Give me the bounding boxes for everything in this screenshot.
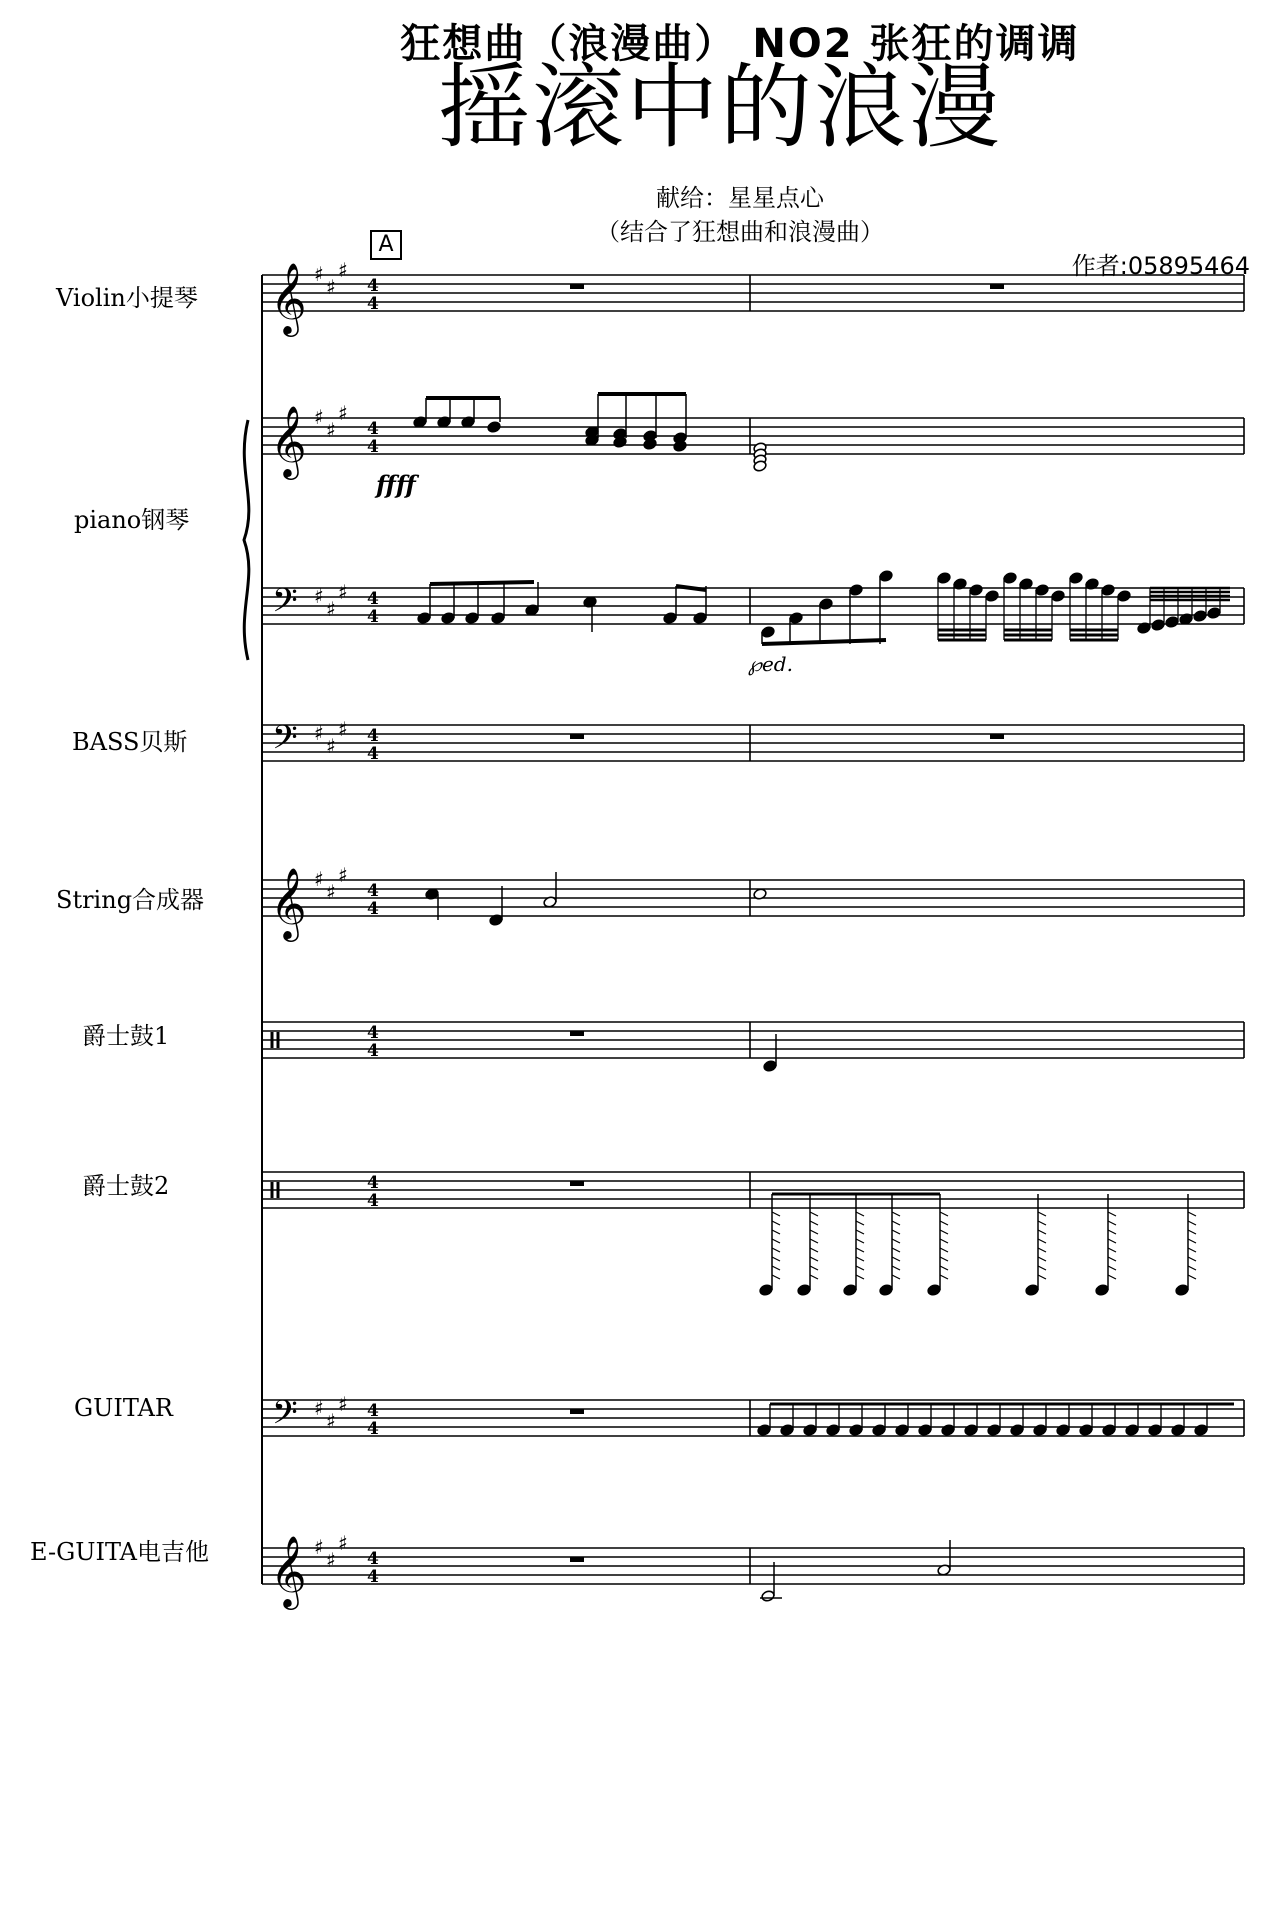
drum-flag	[1038, 1248, 1046, 1252]
treble-clef-icon: 𝄞	[270, 866, 307, 939]
notehead	[918, 1424, 932, 1437]
drum-flag	[810, 1221, 818, 1225]
notehead	[1101, 584, 1115, 597]
instrument-label-violin: Violin小提琴	[56, 284, 198, 312]
drum-flag	[1108, 1275, 1116, 1279]
notehead	[803, 1424, 817, 1437]
sharp-icon: ♯	[314, 867, 324, 891]
drum-flag	[1038, 1230, 1046, 1234]
drum-flag	[810, 1239, 818, 1243]
notehead	[1193, 610, 1207, 623]
drum-flag	[856, 1239, 864, 1243]
drum-flag	[772, 1212, 780, 1216]
time-sig-denominator: 4	[367, 1567, 379, 1587]
drum-flag	[1108, 1266, 1116, 1270]
drum-flag	[892, 1239, 900, 1243]
sharp-icon: ♯	[338, 401, 348, 425]
drum-flag	[1188, 1275, 1196, 1279]
notehead	[843, 1284, 857, 1297]
sharp-icon: ♯	[338, 717, 348, 741]
sharp-icon: ♯	[314, 1535, 324, 1559]
notehead	[1003, 572, 1017, 585]
notehead	[763, 1060, 777, 1073]
bass-clef-icon: 𝄢	[272, 719, 298, 765]
drum-flag	[1108, 1212, 1116, 1216]
drum-flag	[940, 1239, 948, 1243]
notehead	[780, 1424, 794, 1437]
score-subtitle: 摇滚中的浪漫	[437, 54, 1002, 161]
drum-flag	[940, 1221, 948, 1225]
notehead	[441, 612, 455, 625]
drum-flag	[810, 1248, 818, 1252]
time-sig-denominator: 4	[367, 1041, 379, 1061]
drum-flag	[810, 1212, 818, 1216]
instrument-label-eguitar: E-GUITA电吉他	[30, 1538, 209, 1566]
notehead	[1025, 1284, 1039, 1297]
whole-rest-icon	[570, 1031, 584, 1036]
time-sig-denominator: 4	[367, 437, 379, 457]
notehead	[1165, 616, 1179, 629]
time-sig-denominator: 4	[367, 294, 379, 314]
notehead	[849, 584, 863, 597]
drum-flag	[1108, 1239, 1116, 1243]
notehead	[937, 572, 951, 585]
sharp-icon: ♯	[338, 580, 348, 604]
drum-flag	[1038, 1221, 1046, 1225]
drum-flag	[940, 1275, 948, 1279]
notehead	[491, 612, 505, 625]
drum-flag	[772, 1239, 780, 1243]
notehead	[1079, 1424, 1093, 1437]
drum-flag	[772, 1221, 780, 1225]
drum-flag	[856, 1275, 864, 1279]
drum-flag	[1108, 1221, 1116, 1225]
whole-rest-icon	[570, 734, 584, 739]
drum-flag	[892, 1221, 900, 1225]
notehead	[969, 584, 983, 597]
instrument-label-drums2: 爵士鼓2	[82, 1172, 170, 1200]
drum-flag	[772, 1248, 780, 1252]
dedication: 献给：星星点心	[656, 184, 824, 212]
whole-rest-icon	[570, 1409, 584, 1414]
drum-flag	[856, 1257, 864, 1261]
sharp-icon: ♯	[326, 275, 336, 299]
notehead	[1056, 1424, 1070, 1437]
notehead	[693, 612, 707, 625]
sharp-icon: ♯	[326, 1409, 336, 1433]
drum-flag	[940, 1212, 948, 1216]
note-beam	[676, 586, 706, 590]
notehead	[757, 1424, 771, 1437]
instrument-label-bass: BASS贝斯	[72, 728, 188, 756]
sharp-icon: ♯	[338, 1531, 348, 1555]
note-beam	[430, 582, 534, 584]
drum-flag	[892, 1230, 900, 1234]
drum-flag	[1038, 1266, 1046, 1270]
time-sig-numerator: 4	[367, 276, 379, 296]
piano-brace-icon	[244, 420, 249, 660]
drum-flag	[892, 1212, 900, 1216]
notehead	[759, 1284, 773, 1297]
sharp-icon: ♯	[314, 405, 324, 429]
notehead	[1095, 1284, 1109, 1297]
notehead	[879, 570, 893, 583]
sharp-icon: ♯	[314, 721, 324, 745]
bass-clef-icon: 𝄢	[272, 1394, 298, 1440]
drum-flag	[1188, 1257, 1196, 1261]
drum-flag	[1108, 1248, 1116, 1252]
drum-flag	[1108, 1257, 1116, 1261]
notehead	[465, 612, 479, 625]
notehead	[941, 1424, 955, 1437]
notehead	[761, 626, 775, 639]
drum-flag	[1108, 1230, 1116, 1234]
instrument-label-string: String合成器	[56, 886, 205, 914]
sharp-icon: ♯	[326, 880, 336, 904]
drum-flag	[1188, 1248, 1196, 1252]
time-sig-denominator: 4	[367, 607, 379, 627]
notehead	[1051, 590, 1065, 603]
time-sig-numerator: 4	[367, 589, 379, 609]
sharp-icon: ♯	[326, 418, 336, 442]
bass-clef-icon: 𝄢	[272, 582, 298, 628]
drum-flag	[810, 1266, 818, 1270]
notehead	[927, 1284, 941, 1297]
drum-flag	[856, 1212, 864, 1216]
half-note	[761, 1590, 775, 1603]
instrument-label-piano: piano钢琴	[74, 506, 190, 534]
notehead	[1194, 1424, 1208, 1437]
time-sig-denominator: 4	[367, 899, 379, 919]
drum-flag	[856, 1248, 864, 1252]
drum-flag	[892, 1266, 900, 1270]
sharp-icon: ♯	[326, 1548, 336, 1572]
notehead	[1175, 1284, 1189, 1297]
drum-flag	[1188, 1266, 1196, 1270]
drum-flag	[1188, 1221, 1196, 1225]
drum-flag	[772, 1257, 780, 1261]
drum-flag	[772, 1275, 780, 1279]
notehead	[1069, 572, 1083, 585]
drum-flag	[856, 1221, 864, 1225]
notehead	[1125, 1424, 1139, 1437]
notehead	[417, 612, 431, 625]
notehead	[987, 1424, 1001, 1437]
notehead	[964, 1424, 978, 1437]
notehead	[819, 598, 833, 611]
notehead	[1151, 619, 1165, 632]
dynamic-marking: ffff	[376, 470, 416, 499]
whole-rest-icon	[990, 284, 1004, 289]
time-sig-denominator: 4	[367, 1419, 379, 1439]
note-beam	[762, 640, 886, 644]
instrument-label-guitar: GUITAR	[74, 1394, 173, 1422]
notehead	[1102, 1424, 1116, 1437]
author: 作者:05895464	[1071, 252, 1250, 280]
whole-rest-icon	[570, 1181, 584, 1186]
notehead	[789, 612, 803, 625]
notehead	[1148, 1424, 1162, 1437]
time-sig-numerator: 4	[367, 726, 379, 746]
notehead	[1035, 584, 1049, 597]
sharp-icon: ♯	[314, 1396, 324, 1420]
notehead	[895, 1424, 909, 1437]
drum-flag	[856, 1266, 864, 1270]
time-sig-numerator: 4	[367, 1173, 379, 1193]
time-sig-denominator: 4	[367, 1191, 379, 1211]
sharp-icon: ♯	[338, 863, 348, 887]
notehead	[663, 612, 677, 625]
drum-flag	[810, 1257, 818, 1261]
drum-flag	[1188, 1230, 1196, 1234]
notehead	[1171, 1424, 1185, 1437]
rehearsal-mark: A	[370, 230, 402, 260]
drum-flag	[940, 1230, 948, 1234]
drum-flag	[1188, 1212, 1196, 1216]
whole-rest-icon	[570, 1557, 584, 1562]
treble-clef-icon: 𝄞	[270, 261, 307, 334]
notehead	[879, 1284, 893, 1297]
sharp-icon: ♯	[314, 584, 324, 608]
notehead	[985, 590, 999, 603]
whole-rest-icon	[570, 284, 584, 289]
whole-rest-icon	[990, 734, 1004, 739]
time-sig-numerator: 4	[367, 1549, 379, 1569]
treble-clef-icon: 𝄞	[270, 404, 307, 477]
notehead	[797, 1284, 811, 1297]
time-sig-numerator: 4	[367, 881, 379, 901]
pedal-marking: ℘ed.	[748, 652, 793, 676]
notehead	[849, 1424, 863, 1437]
time-sig-numerator: 4	[367, 1401, 379, 1421]
drum-flag	[772, 1230, 780, 1234]
drum-flag	[940, 1248, 948, 1252]
time-sig-denominator: 4	[367, 744, 379, 764]
drum-flag	[856, 1230, 864, 1234]
drum-flag	[1038, 1212, 1046, 1216]
drum-flag	[1188, 1239, 1196, 1243]
notehead	[1207, 607, 1221, 620]
treble-clef-icon: 𝄞	[270, 1534, 307, 1607]
instrument-label-drums1: 爵士鼓1	[82, 1022, 170, 1050]
notehead	[1033, 1424, 1047, 1437]
drum-flag	[810, 1230, 818, 1234]
drum-flag	[1038, 1275, 1046, 1279]
subtitle-note: （结合了狂想曲和浪漫曲）	[596, 218, 884, 246]
notehead	[826, 1424, 840, 1437]
drum-flag	[892, 1275, 900, 1279]
notehead	[1010, 1424, 1024, 1437]
time-sig-numerator: 4	[367, 419, 379, 439]
time-sig-numerator: 4	[367, 1023, 379, 1043]
notehead	[872, 1424, 886, 1437]
sharp-icon: ♯	[338, 258, 348, 282]
drum-flag	[1038, 1257, 1046, 1261]
notehead	[1117, 590, 1131, 603]
drum-flag	[772, 1266, 780, 1270]
drum-flag	[940, 1266, 948, 1270]
drum-flag	[1038, 1239, 1046, 1243]
sharp-icon: ♯	[338, 1392, 348, 1416]
score-title: 狂想曲（浪漫曲） NO2 张狂的调调	[400, 21, 1080, 67]
drum-flag	[892, 1257, 900, 1261]
drum-flag	[892, 1248, 900, 1252]
sharp-icon: ♯	[314, 262, 324, 286]
notehead	[487, 421, 501, 434]
sharp-icon: ♯	[326, 734, 336, 758]
drum-flag	[810, 1275, 818, 1279]
drum-flag	[940, 1257, 948, 1261]
sharp-icon: ♯	[326, 597, 336, 621]
